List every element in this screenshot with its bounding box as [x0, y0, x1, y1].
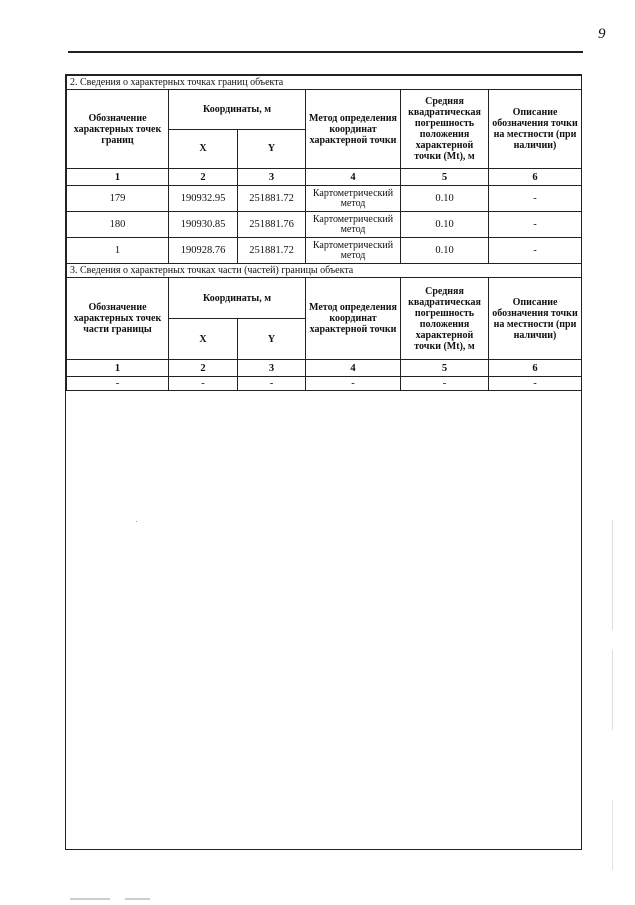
- s2-col-number: 4: [306, 169, 401, 186]
- s2-col-number: 1: [67, 169, 169, 186]
- coord-y: 251881.72: [238, 238, 306, 264]
- s3-header-y: Y: [238, 319, 306, 360]
- s3-col-number: 4: [306, 360, 401, 377]
- s2-col-number: 3: [238, 169, 306, 186]
- s3-header-x: X: [169, 319, 238, 360]
- coord-x: -: [169, 377, 238, 391]
- accuracy: 0.10: [401, 212, 489, 238]
- s2-col-number: 2: [169, 169, 238, 186]
- s2-header-description: Описание обозначения точки на местности (при наличии): [489, 90, 582, 169]
- scan-speck: [125, 898, 150, 900]
- description: -: [489, 377, 582, 391]
- description: -: [489, 212, 582, 238]
- point-id: 180: [67, 212, 169, 238]
- scan-speck: [136, 521, 137, 522]
- point-id: 1: [67, 238, 169, 264]
- table-row: [67, 212, 582, 238]
- s2-header-x: X: [169, 129, 238, 169]
- s2-col-number: 5: [401, 169, 489, 186]
- s3-col-number: 1: [67, 360, 169, 377]
- scan-speck: [70, 898, 110, 900]
- description: -: [489, 186, 582, 212]
- method: Картометрический метод: [306, 238, 401, 264]
- table-row: [67, 238, 582, 264]
- s2-header-y: Y: [238, 129, 306, 169]
- s2-header-accuracy: Средняя квадратическая погрешность положения характерной точки (Mt), м: [401, 90, 489, 169]
- scan-speck: [612, 800, 613, 870]
- method: -: [306, 377, 401, 391]
- s3-header-accuracy: Средняя квадратическая погрешность положения характерной точки (Mt), м: [401, 278, 489, 360]
- s3-col-number: 5: [401, 360, 489, 377]
- s2-col-number: 6: [489, 169, 582, 186]
- method: Картометрический метод: [306, 212, 401, 238]
- coord-y: 251881.72: [238, 186, 306, 212]
- s3-col-number: 6: [489, 360, 582, 377]
- table-row: [67, 186, 582, 212]
- coord-x: 190928.76: [169, 238, 238, 264]
- section3-title: 3. Сведения о характерных точках части (частей) границы объекта: [67, 264, 582, 278]
- description: -: [489, 238, 582, 264]
- coord-y: -: [238, 377, 306, 391]
- boundary-points-table: [66, 75, 582, 391]
- s3-header-designation: Обозначение характерных точек части границы: [67, 278, 169, 360]
- page-number: 9: [598, 26, 606, 42]
- s2-header-designation: Обозначение характерных точек границ: [67, 90, 169, 169]
- document-frame: [65, 74, 582, 850]
- s3-col-number: 3: [238, 360, 306, 377]
- s2-header-method: Метод определения координат характерной точки: [306, 90, 401, 169]
- coord-x: 190930.85: [169, 212, 238, 238]
- accuracy: 0.10: [401, 238, 489, 264]
- coord-x: 190932.95: [169, 186, 238, 212]
- header-rule: [68, 51, 583, 53]
- s3-header-coordinates: Координаты, м: [169, 278, 306, 319]
- s3-header-description: Описание обозначения точки на местности (при наличии): [489, 278, 582, 360]
- accuracy: 0.10: [401, 186, 489, 212]
- scan-speck: [612, 650, 613, 730]
- accuracy: -: [401, 377, 489, 391]
- section2-title: 2. Сведения о характерных точках границ объекта: [67, 76, 582, 90]
- s3-col-number: 2: [169, 360, 238, 377]
- s3-header-method: Метод определения координат характерной точки: [306, 278, 401, 360]
- s2-header-coordinates: Координаты, м: [169, 90, 306, 130]
- point-id: 179: [67, 186, 169, 212]
- point-id: -: [67, 377, 169, 391]
- method: Картометрический метод: [306, 186, 401, 212]
- coord-y: 251881.76: [238, 212, 306, 238]
- table-row: [67, 377, 582, 391]
- scan-speck: [612, 520, 613, 630]
